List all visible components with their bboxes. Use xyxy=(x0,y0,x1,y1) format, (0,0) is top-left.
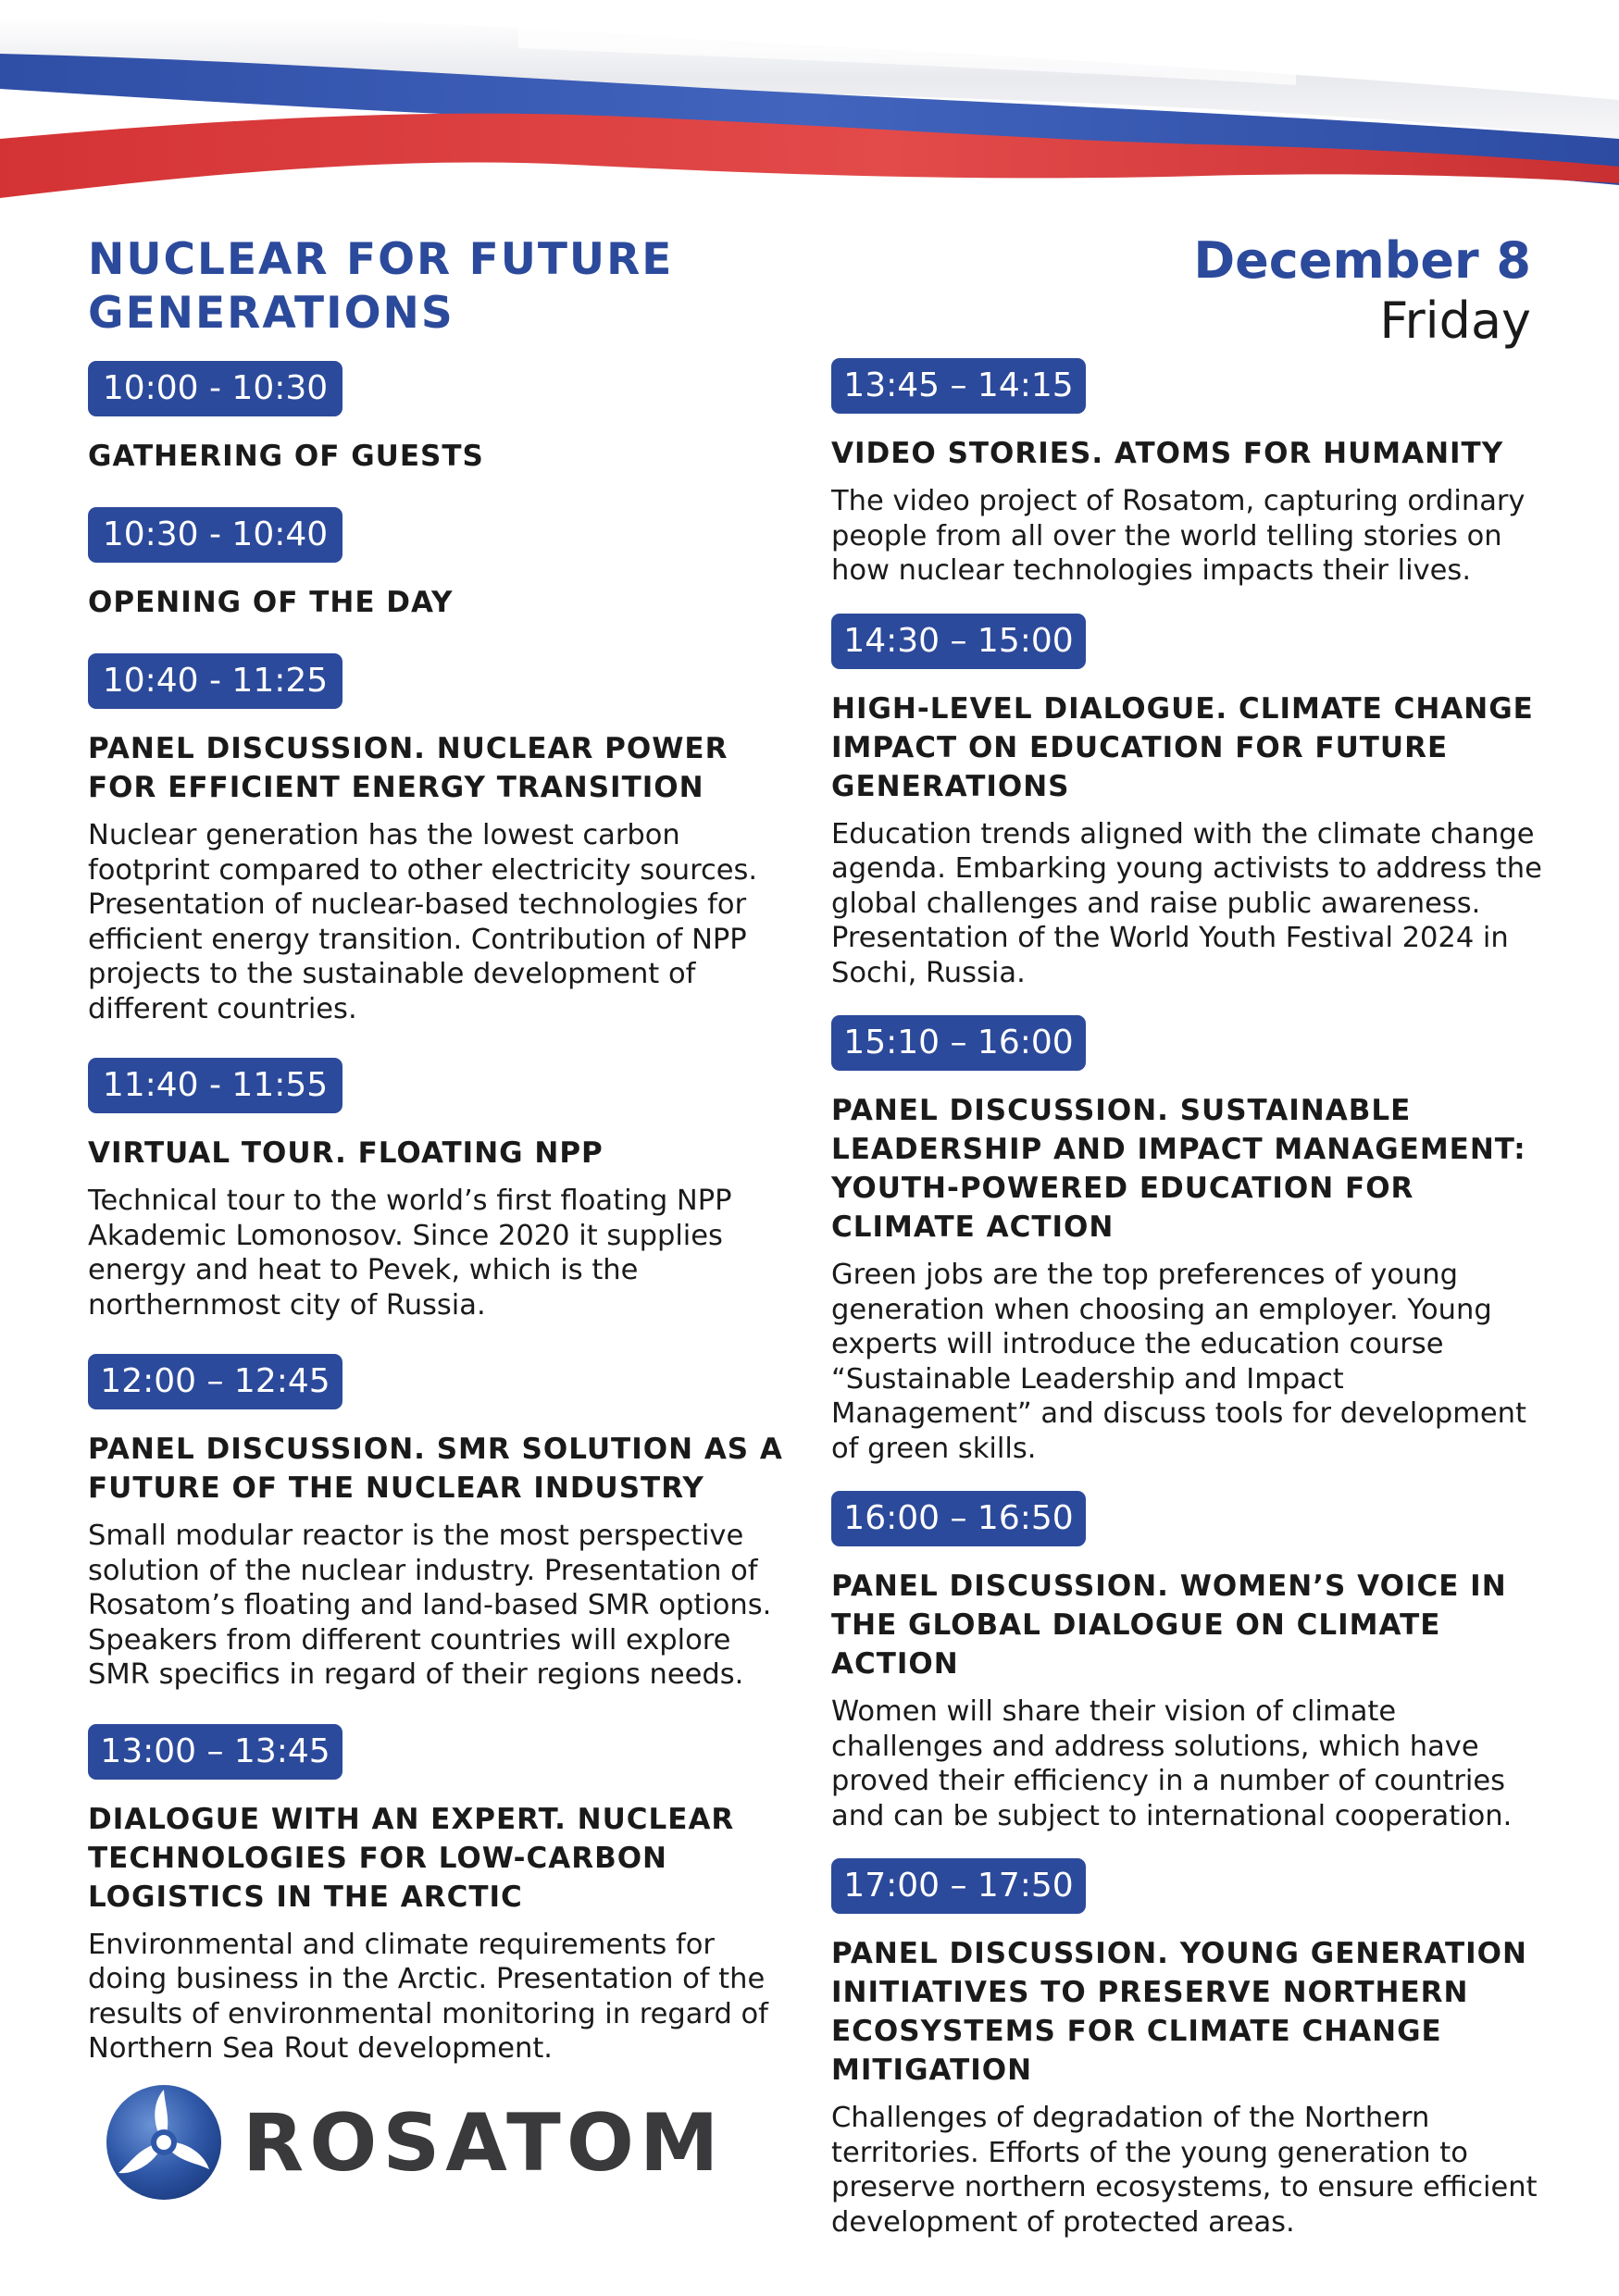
schedule-item xyxy=(831,358,1544,589)
left-schedule-column xyxy=(88,361,801,2098)
session-title: DIALOGUE WITH AN EXPERT. NUCLEAR TECHNOLOGIES FOR LOW-CARBON LOGISTICS IN THE ARCTIC xyxy=(88,1802,735,1914)
time-slot-badge: 12:00 – 12:45 xyxy=(88,1354,342,1409)
schedule-item xyxy=(88,361,801,476)
schedule-item xyxy=(88,653,801,1026)
rosatom-wordmark: ROSATOM xyxy=(243,2097,725,2190)
session-description: Green jobs are the top preferences of young generation when choosing an employer. Young experts will introduce the education course “Sustainable Leadership and Impact Management” and discuss tools for development of green skills. xyxy=(831,1259,1526,1465)
time-slot-badge: 15:10 – 16:00 xyxy=(831,1015,1086,1071)
session-description: Women will share their vision of climate challenges and address solutions, which have proved their efficiency in a number of countries and can be subject to international cooperation. xyxy=(831,1695,1513,1832)
right-schedule-column xyxy=(831,358,1544,2265)
event-date: December 8 xyxy=(1193,231,1531,290)
session-title: PANEL DISCUSSION. YOUNG GENERATION INITIATIVES TO PRESERVE NORTHERN ECOSYSTEMS FOR CLIMATE CHANGE MITIGATION xyxy=(831,1937,1527,2087)
session-description: Nuclear generation has the lowest carbon footprint compared to other electricity sources. Presentation of nuclear-based technologies for efficient energy transition. Contribution of NPP projects to the sustainable development of different countries. xyxy=(88,819,758,1025)
session-title: HIGH-LEVEL DIALOGUE. CLIMATE CHANGE IMPACT ON EDUCATION FOR FUTURE GENERATIONS xyxy=(831,691,1534,803)
rosatom-logo xyxy=(104,2082,725,2203)
session-title: VIDEO STORIES. ATOMS FOR HUMANITY xyxy=(831,437,1504,470)
flag-ribbon-banner xyxy=(0,0,1619,222)
session-description: Environmental and climate requirements for doing business in the Arctic. Presentation of the results of environmental monitoring in regard of Northern Sea Rout development. xyxy=(88,1928,768,2065)
schedule-item xyxy=(831,1015,1544,1466)
schedule-item xyxy=(88,1058,801,1322)
time-slot-badge: 10:30 - 10:40 xyxy=(88,507,342,563)
time-slot-badge: 10:40 - 11:25 xyxy=(88,653,342,709)
schedule-item xyxy=(831,1858,1544,2240)
session-description: Small modular reactor is the most perspective solution of the nuclear industry. Presentation of Rosatom’s floating and land-based SMR options. Speakers from different countries will explore SMR specifics in regard of their regions needs. xyxy=(88,1520,772,1691)
rosatom-atom-icon xyxy=(104,2082,224,2203)
session-description: Education trends aligned with the climate change agenda. Embarking young activists to address the global challenges and raise public awareness. Presentation of the World Youth Festival 2024 in Sochi, Russia. xyxy=(831,817,1542,989)
session-title: PANEL DISCUSSION. SUSTAINABLE LEADERSHIP AND IMPACT MANAGEMENT: YOUTH-POWERED EDUCATION FOR CLIMATE ACTION xyxy=(831,1094,1526,1244)
date-block xyxy=(1193,231,1531,352)
session-title: VIRTUAL TOUR. FLOATING NPP xyxy=(88,1136,604,1170)
page-title: NUCLEAR FOR FUTURE GENERATIONS xyxy=(88,234,674,339)
time-slot-badge: 10:00 - 10:30 xyxy=(88,361,342,416)
time-slot-badge: 13:00 – 13:45 xyxy=(88,1724,342,1780)
session-description: Technical tour to the world’s first floating NPP Akademic Lomonosov. Since 2020 it supplies energy and heat to Pevek, which is the northernmost city of Russia. xyxy=(88,1185,732,1322)
time-slot-badge: 11:40 - 11:55 xyxy=(88,1058,342,1113)
schedule-item xyxy=(88,1724,801,2066)
schedule-item xyxy=(831,614,1544,991)
schedule-item xyxy=(88,1354,801,1693)
schedule-item xyxy=(88,507,801,622)
schedule-item xyxy=(831,1491,1544,1833)
time-slot-badge: 16:00 – 16:50 xyxy=(831,1491,1086,1546)
session-title: PANEL DISCUSSION. SMR SOLUTION AS A FUTURE OF THE NUCLEAR INDUSTRY xyxy=(88,1433,783,1505)
session-description: The video project of Rosatom, capturing ordinary people from all over the world telling stories on how nuclear technologies impacts their lives. xyxy=(831,485,1526,587)
session-description: Challenges of degradation of the Northern territories. Efforts of the young generation to preserve northern ecosystems, to ensure efficient development of protected areas. xyxy=(831,2102,1538,2239)
session-title: GATHERING OF GUESTS xyxy=(88,440,484,473)
time-slot-badge: 14:30 – 15:00 xyxy=(831,614,1086,669)
session-title: OPENING OF THE DAY xyxy=(88,586,454,619)
time-slot-badge: 13:45 – 14:15 xyxy=(831,358,1086,414)
time-slot-badge: 17:00 – 17:50 xyxy=(831,1858,1086,1914)
event-weekday: Friday xyxy=(1379,292,1531,350)
session-title: PANEL DISCUSSION. WOMEN’S VOICE IN THE GLOBAL DIALOGUE ON CLIMATE ACTION xyxy=(831,1570,1507,1681)
session-title: PANEL DISCUSSION. NUCLEAR POWER FOR EFFICIENT ENERGY TRANSITION xyxy=(88,732,729,804)
